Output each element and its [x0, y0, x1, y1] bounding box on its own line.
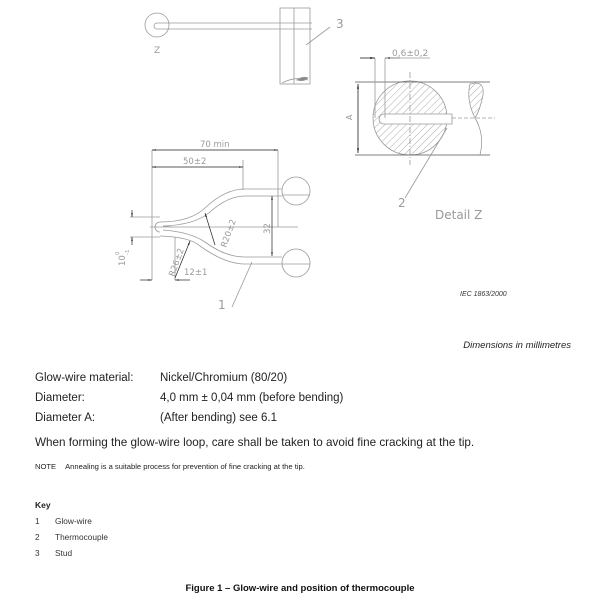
glow-wire-bent-view	[130, 150, 310, 307]
key-label: Stud	[55, 548, 73, 558]
key-number: 3	[35, 548, 40, 558]
units-note: Dimensions in millimetres	[463, 340, 571, 351]
instruction-paragraph: When forming the glow-wire loop, care shall be taken to avoid fine cracking at the tip.	[35, 436, 475, 449]
dim-50-label: 50±2	[183, 157, 207, 167]
dim-10-label: 10	[118, 255, 128, 266]
dim-12-label: 12±1	[184, 268, 208, 278]
z-marker-label: Z	[154, 46, 161, 56]
iec-code: IEC 1863/2000	[460, 291, 507, 298]
dim-0-6-label: 0,6±0,2	[392, 49, 429, 59]
front-view-dimensions	[132, 150, 278, 280]
dim-10-upper-tolerance: 0	[115, 251, 121, 255]
dim-10-lower-tolerance: -1	[125, 249, 131, 255]
key-label: Glow-wire	[55, 516, 92, 526]
key-label: Thermocouple	[55, 532, 109, 542]
dim-32-label: 32	[263, 223, 273, 234]
spec-label: Diameter A:	[35, 412, 96, 424]
detail-z-circle	[145, 13, 169, 37]
stud-shape	[280, 8, 310, 84]
spec-value: 4,0 mm ± 0,04 mm (before bending)	[160, 392, 344, 404]
stud-reference-label: 3	[336, 17, 344, 31]
note	[35, 462, 305, 471]
key-title: Key	[35, 500, 51, 510]
key-number: 1	[35, 516, 40, 526]
dim-r20-label: R20±2	[219, 218, 239, 250]
note-tag: NOTE	[35, 462, 57, 471]
dim-r26-label: R26±2	[167, 247, 187, 279]
note-text: Annealing is a suitable process for prevention of fine cracking at the tip.	[65, 462, 305, 471]
key-number: 2	[35, 532, 40, 542]
top-view	[145, 8, 330, 84]
detail-z-label: Detail Z	[435, 208, 483, 222]
spec-label: Glow-wire material:	[35, 372, 134, 384]
spec-label: Diameter:	[35, 392, 85, 404]
dim-70-label: 70 min	[200, 140, 230, 150]
spec-value: Nickel/Chromium (80/20)	[160, 372, 288, 384]
spec-value: (After bending) see 6.1	[160, 412, 277, 424]
thermocouple-reference-label: 2	[398, 196, 406, 210]
glowwire-reference-label: 1	[218, 298, 226, 312]
dim-a-label: A	[345, 114, 354, 120]
figure-caption: Figure 1 – Glow-wire and position of thermocouple	[185, 583, 415, 594]
detail-z-view	[355, 58, 495, 198]
